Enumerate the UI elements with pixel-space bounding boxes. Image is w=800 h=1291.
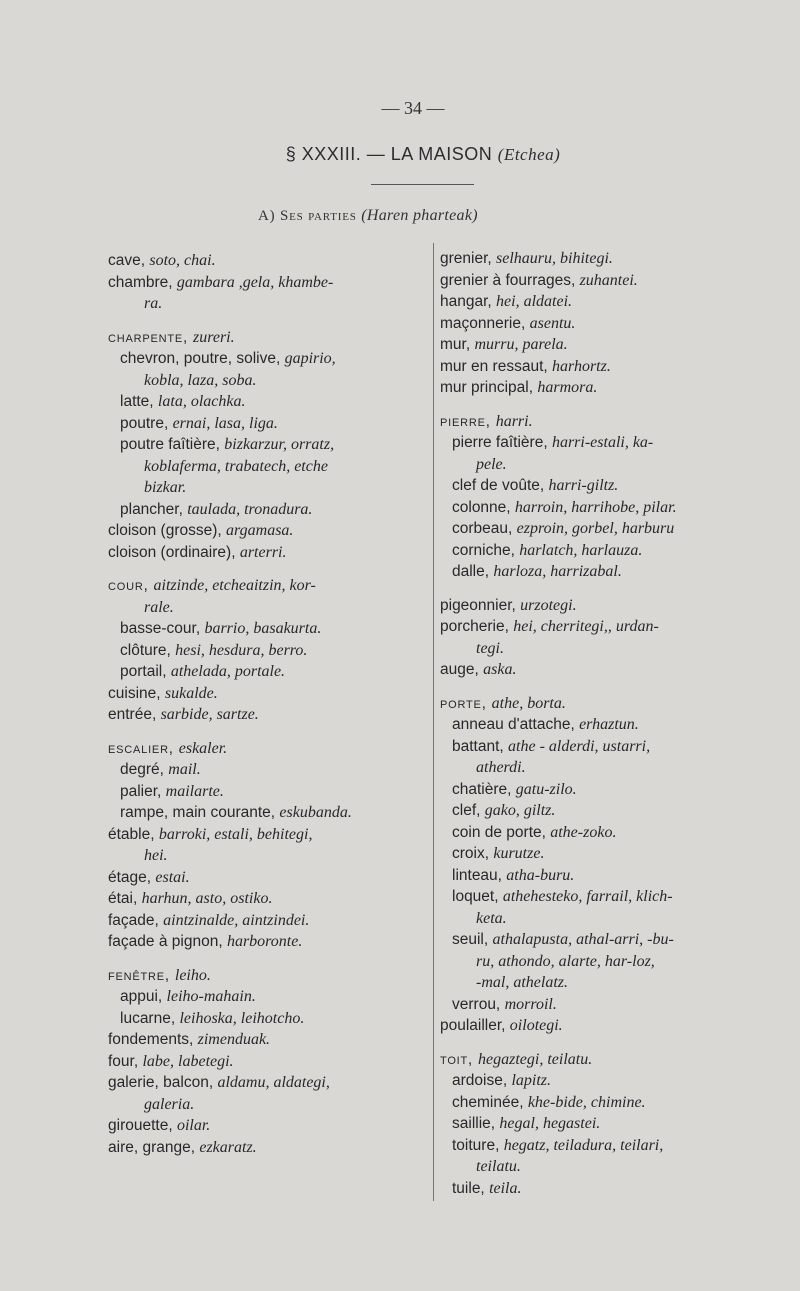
basque-term: keta. [476, 909, 507, 927]
glossary-entry [108, 931, 418, 953]
basque-term: ernai, lasa, liga. [172, 414, 278, 432]
basque-term: khe-bide, chimine. [527, 1093, 646, 1111]
french-term: coin de porte, [452, 823, 551, 841]
glossary-entry [108, 542, 418, 564]
glossary-entry [108, 575, 418, 597]
glossary-continuation [440, 972, 770, 994]
french-term: hangar, [440, 293, 497, 310]
french-term: porcherie, [440, 618, 514, 635]
basque-term: athelada, portale. [170, 663, 286, 680]
right-column [440, 248, 770, 1199]
basque-term: gambara ,gela, khambe- [176, 273, 334, 291]
basque-term: oilotegi. [509, 1017, 563, 1034]
french-term: lucarne, [120, 1009, 180, 1027]
basque-term: hei, cherritegi,, urdan- [513, 618, 659, 635]
french-term: colonne, [452, 498, 515, 516]
entry-gap [108, 726, 418, 738]
basque-term: ezproin, gorbel, harburu [516, 520, 675, 537]
basque-term: hegaztegi, teilatu. [478, 1050, 593, 1068]
basque-term: harboronte. [226, 933, 303, 950]
basque-term: rale. [144, 598, 174, 616]
glossary-entry [108, 434, 418, 456]
basque-term: athe - alderdi, ustarri, [508, 737, 651, 755]
glossary-entry [108, 1008, 418, 1030]
french-term: entrée, [108, 706, 161, 723]
basque-term: leihoska, leihotcho. [179, 1009, 305, 1027]
glossary-entry [440, 248, 770, 270]
glossary-continuation [440, 757, 770, 779]
french-term: basse-cour, [120, 620, 205, 637]
french-term: portail, [120, 663, 171, 680]
french-term: maçonnerie, [440, 314, 530, 332]
french-term: cloison (ordinaire), [108, 543, 240, 561]
glossary-entry [440, 1070, 770, 1092]
subsection-label: A) Ses parties [258, 208, 357, 224]
french-term: mur, [440, 336, 475, 353]
basque-term: argamasa. [226, 522, 294, 539]
french-term: pierre, [440, 412, 496, 430]
glossary-entry [440, 518, 770, 540]
french-term: aire, grange, [108, 1138, 200, 1156]
glossary-entry [108, 1115, 418, 1137]
french-term: corniche, [452, 541, 520, 559]
basque-term: taulada, tronadura. [187, 500, 313, 518]
basque-term: galeria. [144, 1095, 195, 1113]
glossary-entry [440, 595, 770, 617]
french-term: auge, [440, 661, 484, 678]
french-term: pigeonnier, [440, 596, 521, 614]
french-term: toiture, [452, 1136, 504, 1154]
glossary-entry [440, 270, 770, 292]
glossary-entry [108, 965, 418, 987]
glossary-entry [440, 313, 770, 335]
basque-term: harri. [495, 412, 533, 430]
basque-term: morroil. [504, 995, 557, 1013]
glossary-entry [440, 1113, 770, 1135]
glossary-continuation [440, 454, 770, 476]
french-term: plancher, [120, 500, 188, 518]
glossary-entry [440, 779, 770, 801]
basque-term: athalapusta, athal-arri, -bu- [492, 931, 674, 948]
basque-term: harhun, asto, ostiko. [141, 890, 273, 907]
french-term: cuisine, [108, 684, 165, 702]
french-term: clôture, [120, 641, 176, 659]
basque-term: bizkar. [144, 479, 187, 496]
french-term: cloison (grosse), [108, 522, 227, 539]
glossary-entry [108, 661, 418, 683]
basque-term: estai. [155, 868, 190, 886]
glossary-continuation [440, 908, 770, 930]
basque-term: leiho. [174, 966, 211, 984]
basque-term: hei. [144, 847, 168, 864]
basque-term: barrio, basakurta. [204, 620, 322, 637]
french-term: pierre faîtière, [452, 434, 552, 451]
basque-term: murru, parela. [474, 336, 568, 353]
column-divider [433, 243, 434, 1201]
glossary-entry [440, 1049, 770, 1071]
glossary-entry [440, 497, 770, 519]
french-term: poulailler, [440, 1017, 510, 1034]
glossary-entry [440, 800, 770, 822]
basque-term: atherdi. [476, 759, 526, 776]
glossary-entry [440, 540, 770, 562]
french-term: fenêtre, [108, 966, 175, 984]
glossary-entry [108, 327, 418, 349]
entry-gap [108, 563, 418, 575]
basque-term: athe, borta. [491, 694, 566, 712]
french-term: façade, [108, 911, 164, 929]
french-term: étage, [108, 868, 156, 886]
french-term: façade à pignon, [108, 933, 227, 950]
subsection-basque: (Haren pharteak) [361, 207, 478, 224]
basque-term: harri-giltz. [548, 477, 619, 494]
section-title [0, 144, 800, 165]
entry-gap [440, 1037, 770, 1049]
section-title-basque: (Etchea) [497, 145, 561, 164]
glossary-continuation [440, 951, 770, 973]
section-title-text: § XXXIII. — LA MAISON [285, 144, 493, 164]
glossary-entry [440, 886, 770, 908]
french-term: fondements, [108, 1031, 198, 1048]
basque-term: urzotegi. [520, 596, 577, 614]
glossary-entry [108, 618, 418, 640]
glossary-entry [108, 499, 418, 521]
french-term: palier, [120, 782, 166, 800]
french-term: corbeau, [452, 520, 517, 537]
glossary-continuation [108, 370, 418, 392]
subsection-title [258, 207, 478, 225]
basque-term: labe, labetegi. [142, 1052, 234, 1070]
basque-term: hegatz, teiladura, teilari, [503, 1136, 664, 1154]
glossary-entry [108, 888, 418, 910]
glossary-entry [440, 334, 770, 356]
basque-term: aintzinalde, aintzindei. [163, 911, 310, 929]
french-term: cour, [108, 577, 154, 594]
french-term: clef, [452, 802, 485, 819]
french-term: mur en ressaut, [440, 357, 552, 375]
glossary-entry [440, 994, 770, 1016]
basque-term: koblaferma, trabatech, etche [144, 457, 328, 475]
basque-term: hegal, hegastei. [499, 1115, 601, 1132]
basque-term: ru, athondo, alarte, har-loz, [476, 952, 655, 970]
basque-term: teilatu. [476, 1158, 521, 1175]
glossary-entry [440, 1178, 770, 1200]
glossary-entry [440, 377, 770, 399]
french-term: mur principal, [440, 379, 538, 396]
french-term: latte, [120, 393, 158, 410]
french-term: chatière, [452, 780, 516, 798]
glossary-continuation [108, 597, 418, 619]
glossary-entry [440, 561, 770, 583]
basque-term: leiho-mahain. [166, 988, 256, 1005]
glossary-entry [108, 802, 418, 824]
glossary-entry [108, 738, 418, 760]
glossary-entry [440, 432, 770, 454]
basque-term: aldamu, aldategi, [217, 1074, 330, 1091]
basque-term: eskaler. [178, 739, 228, 757]
glossary-entry [108, 759, 418, 781]
basque-term: teila. [489, 1179, 522, 1197]
basque-term: athe-zoko. [550, 823, 617, 841]
french-term: croix, [452, 845, 494, 862]
french-term: grenier à fourrages, [440, 271, 580, 289]
basque-term: harloza, harrizabal. [493, 563, 622, 580]
french-term: degré, [120, 761, 169, 778]
glossary-entry [108, 986, 418, 1008]
french-term: appui, [120, 988, 167, 1005]
basque-term: sarbide, sartze. [160, 706, 259, 723]
page-number: — 34 — [381, 98, 445, 118]
glossary-entry [108, 348, 418, 370]
french-term: chevron, poutre, solive, [120, 350, 285, 367]
glossary-continuation [108, 456, 418, 478]
glossary-entry [108, 272, 418, 294]
glossary-entry [108, 867, 418, 889]
french-term: saillie, [452, 1115, 500, 1132]
glossary-entry [108, 910, 418, 932]
basque-term: aitzinde, etcheaitzin, kor- [153, 577, 316, 594]
french-term: linteau, [452, 866, 507, 884]
basque-term: mailarte. [165, 782, 224, 800]
basque-term: aska. [483, 661, 517, 678]
basque-term: harhortz. [552, 357, 611, 375]
basque-term: -mal, athelatz. [476, 974, 568, 991]
basque-term: harmora. [537, 379, 598, 396]
glossary-entry [108, 683, 418, 705]
basque-term: harroin, harrihobe, pilar. [514, 498, 677, 516]
french-term: chambre, [108, 273, 177, 291]
glossary-entry [108, 704, 418, 726]
french-term: cheminée, [452, 1093, 528, 1111]
entry-gap [440, 399, 770, 411]
glossary-continuation [108, 845, 418, 867]
basque-term: barroki, estali, behitegi, [158, 825, 313, 843]
basque-term: oilar. [176, 1117, 211, 1134]
french-term: dalle, [452, 563, 494, 580]
basque-term: lapitz. [511, 1072, 552, 1089]
glossary-entry [108, 250, 418, 272]
entry-gap [440, 583, 770, 595]
french-term: escalier, [108, 739, 179, 757]
glossary-entry [440, 616, 770, 638]
basque-term: mail. [168, 761, 201, 778]
french-term: battant, [452, 737, 509, 755]
basque-term: pele. [476, 455, 507, 473]
glossary-entry [440, 714, 770, 736]
entry-gap [108, 315, 418, 327]
french-term: cave, [108, 252, 150, 269]
entry-gap [108, 953, 418, 965]
basque-term: athehesteko, farrail, klich- [502, 888, 673, 905]
title-divider [371, 184, 474, 185]
glossary-entry [108, 520, 418, 542]
glossary-entry [440, 356, 770, 378]
glossary-entry [108, 1051, 418, 1073]
glossary-entry [440, 411, 770, 433]
glossary-entry [108, 1072, 418, 1094]
basque-term: gako, giltz. [484, 802, 556, 819]
glossary-continuation [108, 293, 418, 315]
glossary-continuation [108, 1094, 418, 1116]
glossary-entry [440, 1092, 770, 1114]
basque-term: erhaztun. [579, 716, 639, 733]
french-term: porte, [440, 694, 492, 712]
glossary-entry [440, 843, 770, 865]
french-term: grenier, [440, 250, 497, 267]
french-term: tuile, [452, 1179, 490, 1197]
basque-term: sukalde. [164, 684, 218, 702]
basque-term: gatu-zilo. [515, 780, 577, 798]
glossary-entry [440, 291, 770, 313]
glossary-entry [440, 659, 770, 681]
french-term: charpente, [108, 328, 193, 346]
glossary-continuation [440, 638, 770, 660]
basque-term: eskubanda. [279, 804, 352, 821]
basque-term: ezkaratz. [199, 1138, 257, 1156]
basque-term: zureri. [192, 328, 235, 346]
basque-term: gapirio, [284, 350, 336, 367]
basque-term: zuhantei. [579, 271, 638, 289]
basque-term: harri-estali, ka- [551, 434, 654, 451]
basque-term: arterri. [239, 543, 287, 561]
basque-term: kurutze. [493, 845, 545, 862]
basque-term: soto, chai. [149, 252, 216, 269]
basque-term: asentu. [529, 314, 576, 332]
glossary-entry [440, 929, 770, 951]
glossary-entry [440, 693, 770, 715]
french-term: ardoise, [452, 1072, 512, 1089]
french-term: poutre, [120, 414, 173, 432]
french-term: seuil, [452, 931, 493, 948]
glossary-entry [440, 475, 770, 497]
french-term: four, [108, 1052, 143, 1070]
french-term: étai, [108, 890, 142, 907]
glossary-entry [108, 391, 418, 413]
basque-term: zimenduak. [197, 1031, 271, 1048]
french-term: galerie, balcon, [108, 1074, 218, 1091]
french-term: verrou, [452, 995, 505, 1013]
glossary-entry [108, 1029, 418, 1051]
basque-term: kobla, laza, soba. [144, 371, 257, 389]
french-term: poutre faîtière, [120, 436, 225, 453]
basque-term: tegi. [476, 639, 504, 657]
entry-gap [440, 681, 770, 693]
basque-term: lata, olachka. [157, 393, 246, 410]
glossary-continuation [440, 1156, 770, 1178]
french-term: étable, [108, 825, 159, 843]
glossary-entry [108, 1137, 418, 1159]
french-term: loquet, [452, 888, 503, 905]
basque-term: atha-buru. [506, 866, 575, 884]
basque-term: hei, aldatei. [496, 293, 573, 310]
french-term: toit, [440, 1050, 478, 1068]
glossary-entry [440, 1135, 770, 1157]
basque-term: harlatch, harlauza. [519, 541, 643, 559]
glossary-entry [108, 413, 418, 435]
basque-term: hesi, hesdura, berro. [175, 641, 308, 659]
glossary-entry [108, 781, 418, 803]
french-term: clef de voûte, [452, 477, 549, 494]
french-term: girouette, [108, 1117, 177, 1134]
glossary-entry [440, 1015, 770, 1037]
glossary-entry [108, 824, 418, 846]
glossary-entry [108, 640, 418, 662]
french-term: anneau d'attache, [452, 716, 580, 733]
basque-term: selhauru, bihitegi. [496, 250, 613, 267]
basque-term: bizkarzur, orratz, [224, 436, 335, 453]
left-column [108, 250, 418, 1158]
glossary-entry [440, 822, 770, 844]
glossary-continuation [108, 477, 418, 499]
basque-term: ra. [144, 295, 163, 312]
glossary-entry [440, 865, 770, 887]
glossary-entry [440, 736, 770, 758]
french-term: rampe, main courante, [120, 804, 280, 821]
